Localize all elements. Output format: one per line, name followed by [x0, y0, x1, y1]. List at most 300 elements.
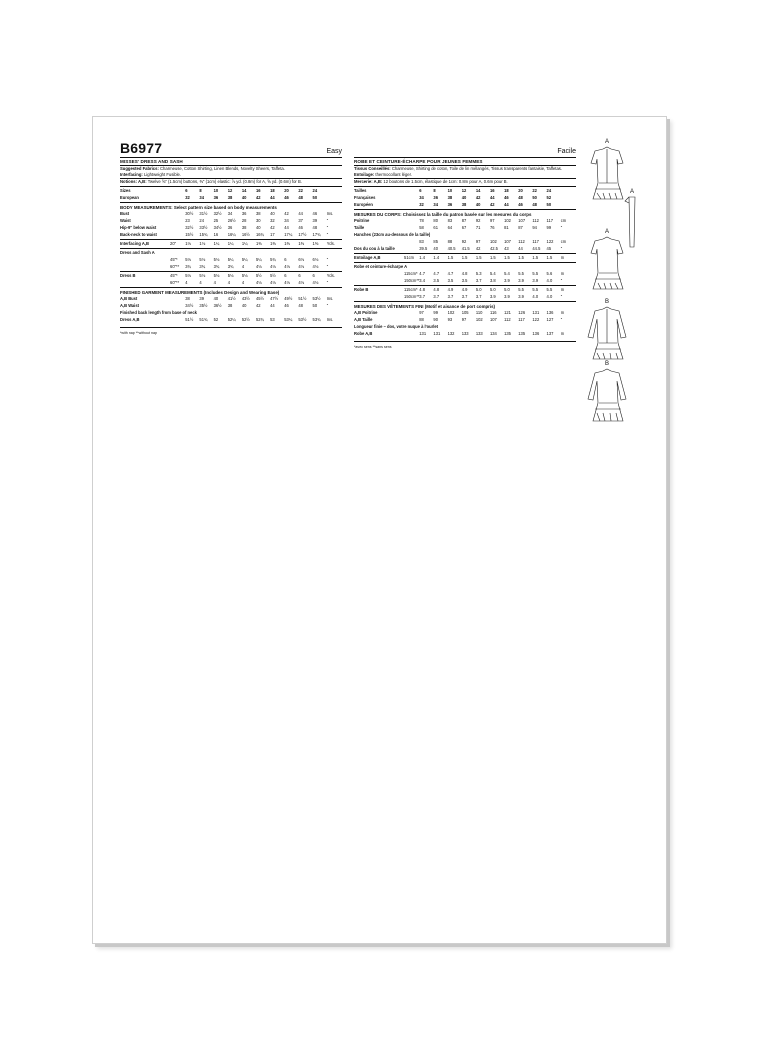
table-cell: 4	[227, 279, 230, 285]
table-cell: 1.4	[433, 254, 440, 260]
table-cell: 1.5	[504, 254, 510, 260]
table-cell: 4⅛	[284, 279, 290, 285]
table-cell: 16¼	[227, 231, 236, 237]
table-cell: 4	[213, 279, 216, 285]
table-row	[120, 231, 342, 238]
unit-cell: "	[560, 293, 563, 299]
table-cell: 3¾	[227, 263, 234, 269]
table-cell: 5¾	[270, 256, 276, 262]
table-cell: 4⅛	[255, 279, 262, 285]
table-cell: 4.9	[461, 286, 468, 292]
fabric-width: 45"*	[170, 256, 178, 262]
table-cell: 102	[504, 217, 511, 223]
table-cell: 5.4	[504, 270, 510, 276]
table-cell: 5¼	[227, 256, 234, 262]
table-cell: 1.5	[546, 254, 553, 260]
unit-cell: "	[560, 245, 563, 251]
table-cell: 45½	[255, 295, 264, 301]
table-cell: 137	[546, 330, 554, 336]
table-cell: 16	[255, 187, 261, 193]
table-cell: 4⅛	[270, 263, 276, 269]
table-cell: 35½	[199, 302, 208, 308]
table-cell: 53	[270, 316, 275, 322]
table-cell: 126	[518, 309, 526, 315]
table-cell: 1¼	[213, 240, 220, 246]
table-cell: 5⅛	[213, 256, 220, 262]
table-row	[354, 309, 576, 316]
dress-a-back-drawing	[591, 237, 623, 289]
back-length-table-fr	[354, 330, 576, 337]
table-row	[120, 240, 342, 247]
table-row	[354, 293, 576, 300]
table-cell: 4⅛	[284, 263, 290, 269]
unit-cell: m	[560, 309, 565, 315]
table-cell: 58	[419, 224, 424, 230]
table-cell: 40	[461, 194, 467, 200]
table-cell: 136	[546, 309, 554, 315]
table-cell: 117	[532, 238, 539, 244]
table-cell: 5.5	[518, 286, 524, 292]
body-measurements-table-fr	[354, 217, 576, 231]
table-row	[354, 245, 576, 252]
table-row	[354, 224, 576, 231]
table-cell: 61	[433, 224, 438, 230]
table-cell: 1⅜	[298, 240, 305, 246]
unit-cell: Ins.	[326, 316, 334, 322]
dress-sash-table-fr	[354, 270, 576, 284]
notions-text-fr: Mercerie: A,B: 12 boutons de 1.5cm, élastique de 1cm: 0.8m pour A, 0.6m pour B.	[354, 179, 508, 184]
table-cell: 6	[284, 256, 287, 262]
table-cell: 3.7	[475, 293, 482, 299]
table-cell: 52	[546, 194, 552, 200]
table-cell: 5.4	[489, 270, 496, 276]
table-cell: 46	[504, 194, 509, 200]
table-cell: 41.5	[461, 245, 470, 251]
table-row	[354, 270, 576, 277]
fabric-width	[170, 295, 185, 302]
table-cell: 3.7	[433, 293, 440, 299]
table-cell: 78	[419, 217, 424, 223]
back-length-table	[120, 316, 342, 323]
table-cell: 87	[518, 224, 523, 230]
table-cell: 48	[298, 302, 303, 308]
table-cell: 67	[461, 224, 467, 230]
row-label	[120, 256, 170, 263]
table-cell: 5.5	[518, 270, 524, 276]
table-cell: 32½	[185, 224, 194, 230]
table-cell: 3.9	[504, 277, 510, 283]
table-cell: 136	[532, 330, 540, 336]
table-cell: 36	[433, 194, 438, 200]
table-row	[120, 316, 342, 323]
table-row	[120, 217, 342, 224]
table-cell: 5½	[270, 272, 276, 278]
table-row	[120, 224, 342, 231]
table-cell: 8	[433, 187, 436, 193]
dress-b-back-drawing	[588, 369, 626, 421]
row-label: A,B Bust	[120, 295, 138, 301]
table-cell: 1¼	[227, 240, 234, 246]
unit-cell: "	[560, 277, 563, 283]
unit-cell: "	[560, 224, 563, 230]
table-cell: 32	[185, 194, 190, 200]
table-cell: 131	[532, 309, 540, 315]
row-label: Interfacing A,B	[120, 240, 149, 246]
table-cell: 3¾	[185, 263, 191, 269]
table-cell: 18	[504, 187, 509, 193]
table-cell: 5¼	[241, 256, 248, 262]
table-cell: 44	[518, 245, 523, 251]
table-cell: 85	[433, 238, 438, 244]
unit-cell: m	[560, 330, 565, 336]
table-row	[120, 210, 342, 217]
table-cell: 17¼	[284, 231, 293, 237]
body-measurements-title-fr: MESURES DU CORPS: Choisissez la taille du patron basée sur les mesures du corps	[354, 211, 532, 217]
fabric-width	[170, 187, 185, 194]
table-cell: 50	[312, 194, 318, 200]
table-cell: 133	[461, 330, 469, 336]
table-cell: 42	[475, 245, 481, 251]
table-cell: 46	[518, 201, 523, 207]
table-cell: 97	[489, 217, 495, 223]
pattern-title: MISSES' DRESS AND SASH	[120, 158, 342, 166]
table-cell: 4.8	[419, 286, 425, 292]
table-cell: 110	[475, 309, 483, 315]
table-cell: 6⅛	[312, 256, 319, 262]
table-cell: 38	[447, 194, 453, 200]
table-cell: 135	[504, 330, 511, 336]
row-label: Hip-9" below waist	[120, 224, 157, 230]
table-cell: 50	[312, 302, 318, 308]
table-cell: 51¾	[199, 316, 208, 322]
table-cell: 16	[213, 231, 219, 237]
row-label: Dos du cou à la taille	[354, 245, 395, 251]
table-cell: 52	[213, 316, 219, 322]
difficulty-level: Easy	[326, 148, 342, 155]
fabric-width	[404, 245, 419, 252]
table-cell: 48	[312, 224, 318, 230]
table-cell: 40	[213, 295, 219, 301]
fabric-width	[170, 210, 185, 217]
table-cell: 127	[546, 316, 554, 322]
table-cell: 42.5	[489, 245, 498, 251]
table-cell: 4	[241, 263, 245, 269]
pattern-code: B6977	[120, 140, 163, 156]
table-cell: 3.7	[475, 277, 482, 283]
unit-cell: cm	[560, 217, 567, 223]
table-cell: 12	[227, 187, 233, 193]
row-label	[354, 293, 404, 300]
table-cell: 48	[298, 194, 303, 200]
interfacing-table-fr	[354, 254, 576, 261]
table-cell: 4.7	[433, 270, 440, 276]
table-cell: 38	[461, 201, 467, 207]
table-cell: 46	[284, 302, 289, 308]
table-row	[354, 254, 576, 261]
table-cell: 76	[489, 224, 495, 230]
dress-a-front-drawing	[591, 147, 623, 199]
fabric-width	[170, 224, 185, 231]
table-cell: 97	[461, 316, 467, 322]
fabric-width	[404, 187, 419, 194]
unit-cell	[327, 194, 342, 201]
table-cell: 3.9	[518, 293, 524, 299]
table-cell: 32	[270, 217, 275, 223]
table-cell: 94	[532, 224, 537, 230]
table-cell: 131	[419, 330, 427, 336]
table-cell: 5⅛	[199, 256, 206, 262]
row-label: Dress B	[120, 272, 136, 278]
unit-cell: "	[326, 256, 329, 262]
header-fr	[354, 141, 576, 158]
table-row	[354, 316, 576, 323]
table-row	[354, 286, 576, 293]
table-cell: 112	[504, 316, 511, 322]
table-cell: 6⅛	[298, 256, 305, 262]
table-cell: 3¾	[199, 263, 206, 269]
table-cell: 18	[270, 187, 275, 193]
fabric-width: 115cm*	[404, 286, 418, 292]
table-cell: 5.5	[532, 286, 539, 292]
dress-b-table	[120, 272, 342, 286]
table-cell: 42	[270, 224, 275, 230]
table-cell: 45	[546, 245, 552, 251]
table-cell: 3.7	[447, 293, 454, 299]
table-cell: 34½	[185, 302, 194, 308]
table-cell: 5⅛	[199, 272, 206, 278]
fabric-width	[170, 217, 185, 224]
table-row	[354, 187, 576, 194]
table-cell: 112	[532, 217, 539, 223]
table-row	[354, 194, 576, 201]
table-cell: 41½	[227, 295, 236, 301]
table-cell: 1¼	[241, 240, 248, 246]
table-cell: 44	[504, 201, 509, 207]
table-cell: 3.9	[489, 293, 496, 299]
table-cell: 52½	[241, 316, 250, 322]
table-cell: 81	[504, 224, 509, 230]
table-cell: 122	[532, 316, 540, 322]
table-cell: 38	[255, 210, 261, 216]
table-cell: 83	[447, 217, 453, 223]
table-cell: 105	[461, 309, 469, 315]
row-label: Bust	[120, 210, 130, 216]
table-cell: 5.0	[475, 286, 482, 292]
dress-sash-label: Dress and Sash A	[120, 249, 155, 255]
table-cell: 4⅛	[312, 279, 319, 285]
fabric-width	[170, 231, 185, 238]
table-cell: 24	[546, 187, 552, 193]
fabrics-text: Suggested Fabrics: Charmeuse, Cotton Shirting, Linen Blends, Novelty Sheers, Taffeta.	[120, 166, 285, 171]
table-row	[120, 295, 342, 302]
table-cell: 5.0	[504, 286, 510, 292]
table-cell: 6	[185, 187, 188, 193]
dress-b-front-drawing	[588, 307, 626, 359]
table-cell: 50	[546, 201, 552, 207]
sash-a-drawing	[625, 197, 635, 247]
table-cell: 5.5	[546, 286, 553, 292]
table-cell: 14	[475, 187, 481, 193]
table-cell: 4	[185, 279, 188, 285]
table-cell: 38	[227, 194, 233, 200]
table-cell: 22	[532, 187, 537, 193]
fabric-width	[404, 201, 419, 208]
table-cell: 97	[419, 309, 424, 315]
dress-sash-label-fr: Robe et ceinture-écharpe A	[354, 263, 408, 269]
row-label: Back-neck to waist	[120, 231, 157, 237]
row-label: Waist	[120, 217, 131, 223]
table-cell: 1.5	[518, 254, 524, 260]
table-cell: 53½	[312, 295, 321, 301]
table-cell: 36	[241, 210, 247, 216]
table-cell: 3.9	[518, 277, 524, 283]
table-cell: 92	[461, 238, 467, 244]
table-cell: 51½	[298, 295, 307, 301]
table-cell: 17	[270, 231, 275, 237]
table-cell: 3¾	[213, 263, 220, 269]
unit-cell: Yds.	[326, 272, 335, 278]
table-row	[120, 279, 342, 286]
table-cell: 34½	[213, 224, 222, 230]
table-cell: 47½	[270, 295, 279, 301]
table-cell: 39	[312, 217, 318, 223]
table-cell: 107	[518, 217, 526, 223]
dress-drawings	[573, 137, 663, 437]
table-cell: 44	[489, 194, 495, 200]
table-cell: 3.7	[461, 293, 468, 299]
table-cell: 31½	[199, 210, 208, 216]
table-cell: 90	[433, 316, 438, 322]
technical-drawings	[573, 137, 663, 437]
table-cell: 25	[213, 217, 219, 223]
table-cell: 3.9	[504, 293, 510, 299]
table-cell: 4⅛	[298, 263, 305, 269]
table-row	[354, 330, 576, 337]
table-cell: 5⅛	[185, 256, 191, 262]
row-label	[120, 279, 170, 286]
notions-text: Notions: A,B: Twelve ⅝" (1.5cm) buttons, ⅜" (1cm) elastic: ⅞ yd. (0.8m) for A, ⅝ yd. (0.6m) for B.	[120, 179, 302, 184]
table-cell: 17½	[298, 231, 307, 237]
unit-cell: m	[560, 254, 565, 260]
row-label: A,B Waist	[120, 302, 139, 308]
unit-cell: m	[560, 286, 565, 292]
table-cell: 88	[419, 316, 424, 322]
footnote-fr: *avec sens **sans sens	[354, 344, 392, 349]
table-cell: 40	[270, 210, 275, 216]
table-cell: 112	[518, 238, 525, 244]
table-cell: 34	[227, 210, 233, 216]
row-label: Poitrine	[354, 217, 370, 223]
table-cell: 15½	[185, 231, 194, 237]
table-cell: 107	[504, 238, 511, 244]
table-cell: 42	[284, 210, 289, 216]
dress-sash-table	[120, 256, 342, 270]
fabric-width	[404, 316, 419, 323]
table-cell: 48	[518, 194, 523, 200]
table-cell: 5⅛	[241, 272, 248, 278]
table-cell: 40	[475, 201, 481, 207]
row-label: A,B Taille	[354, 316, 373, 322]
table-cell: 116	[489, 309, 497, 315]
table-cell: 117	[546, 217, 554, 223]
table-cell: 93	[447, 316, 453, 322]
table-cell: 4⅛	[298, 279, 305, 285]
table-cell: 122	[546, 238, 554, 244]
french-column	[354, 141, 576, 349]
table-cell: 38	[185, 295, 190, 301]
table-row	[120, 256, 342, 263]
fabric-width	[404, 224, 419, 231]
table-cell: 107	[489, 316, 497, 322]
table-cell: 44	[284, 224, 289, 230]
table-cell: 38	[227, 302, 233, 308]
dress-b-table-fr	[354, 286, 576, 300]
table-cell: 8	[199, 187, 202, 193]
table-cell: 64	[447, 224, 453, 230]
unit-cell: "	[326, 224, 329, 230]
table-cell: 88	[447, 238, 453, 244]
table-cell: 34	[419, 194, 424, 200]
fabric-width	[404, 330, 419, 337]
table-cell: 10	[447, 187, 453, 193]
table-cell: 10	[213, 187, 219, 193]
table-cell: 42	[255, 302, 261, 308]
table-row	[120, 302, 342, 309]
table-cell: 3.9	[532, 277, 539, 283]
table-cell: 131	[433, 330, 441, 336]
table-cell: 40	[255, 224, 261, 230]
table-row	[120, 272, 342, 279]
table-cell: 3.5	[461, 277, 468, 283]
table-cell: 32	[419, 201, 424, 207]
table-cell: 34	[433, 201, 438, 207]
unit-cell: "	[326, 217, 329, 223]
table-cell: 30	[255, 217, 261, 223]
fabric-width	[170, 302, 185, 309]
table-cell: 17¾	[312, 231, 321, 237]
row-label: Taille	[354, 224, 365, 230]
table-row	[354, 217, 576, 224]
table-cell: 28	[241, 217, 247, 223]
body-measurements-table-fr-2	[354, 238, 576, 252]
table-cell: 5⅛	[227, 272, 234, 278]
table-cell: 3.5	[433, 277, 440, 283]
unit-cell: "	[326, 231, 329, 237]
table-cell: 5½	[255, 272, 262, 278]
table-cell: 4.7	[447, 270, 454, 276]
table-row	[354, 201, 576, 208]
table-cell: 5.0	[489, 286, 496, 292]
table-cell: 32½	[213, 210, 222, 216]
table-cell: 1⅛	[199, 240, 206, 246]
row-label: Robe B	[354, 286, 369, 292]
back-length-label: Finished back length from base of neck	[120, 309, 197, 315]
table-cell: 6	[298, 272, 301, 278]
table-cell: 3.4	[419, 277, 425, 283]
unit-cell: "	[326, 263, 329, 269]
finished-table	[120, 295, 342, 309]
table-cell: 36	[447, 201, 453, 207]
table-cell: 52¼	[227, 316, 236, 322]
unit-cell: m	[560, 270, 565, 276]
unit-cell: "	[326, 302, 329, 308]
table-cell: 1.5	[532, 254, 539, 260]
table-cell: 132	[447, 330, 455, 336]
table-cell: 40	[433, 245, 438, 251]
table-row	[120, 194, 342, 201]
table-cell: 12	[461, 187, 467, 193]
fabric-width: 45"*	[170, 272, 178, 278]
